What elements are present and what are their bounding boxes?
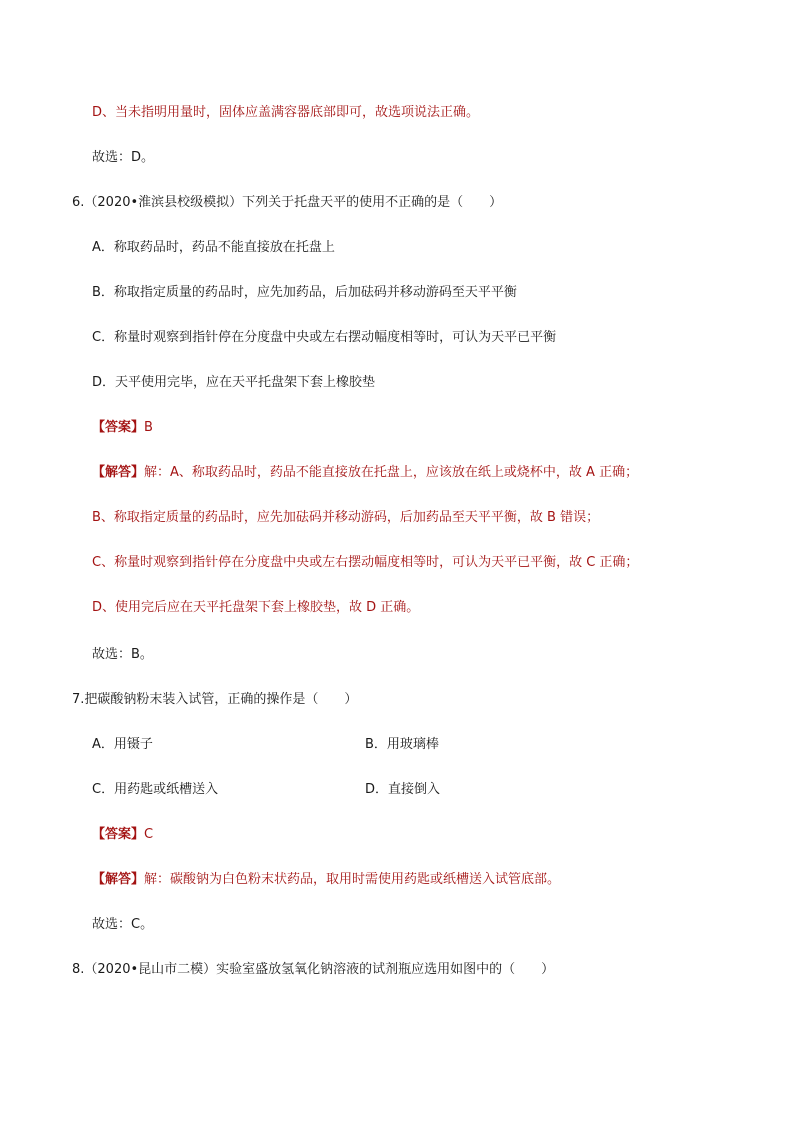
q6-answer [92,419,153,437]
q6-analysis-line-3: C、称量时观察到指针停在分度盘中央或左右摆动幅度相等时，可认为天平已平衡，故 C 正确； [92,555,639,570]
q7-option-b: B．用玻璃棒 [365,737,439,752]
q7-option-d: D．直接倒入 [365,782,441,797]
q6-analysis-line-1 [92,464,638,482]
q6-analysis-line-4: D、使用完后应在天平托盘架下套上橡胶垫，故 D 正确。 [92,600,420,615]
q6-option-b: B．称取指定质量的药品时，应先加药品，后加砝码并移动游码至天平平衡 [92,285,517,300]
answer-value: C [144,827,154,842]
q7-select: 故选：C。 [92,917,154,932]
q7-analysis [92,871,560,889]
q7-answer [92,826,153,844]
q7-option-a: A．用镊子 [92,737,153,752]
question-7-stem: 7.把碳酸钠粉末装入试管，正确的操作是（ ） [72,692,358,707]
q6-analysis-line-2: B、称取指定质量的药品时，应先加砝码并移动游码，后加药品至天平平衡，故 B 错误； [92,510,600,525]
analysis-label: 【解答】 [92,465,145,480]
q6-option-a: A．称取药品时，药品不能直接放在托盘上 [92,240,335,255]
answer-label: 【答案】 [92,420,145,435]
question-8-stem: 8.（2020•昆山市二模）实验室盛放氢氧化钠溶液的试剂瓶应选用如图中的（ ） [72,962,555,977]
q6-option-d: D．天平使用完毕，应在天平托盘架下套上橡胶垫 [92,375,376,390]
q6-select: 故选：B。 [92,647,153,662]
prev-option-d-explanation: D、当未指明用量时，固体应盖满容器底部即可，故选项说法正确。 [92,105,480,120]
prev-answer-select: 故选：D。 [92,150,155,165]
analysis-text: 解：碳酸钠为白色粉末状药品，取用时需使用药匙或纸槽送入试管底部。 [144,872,561,887]
analysis-label: 【解答】 [92,872,145,887]
question-6-stem: 6.（2020•淮滨县校级模拟）下列关于托盘天平的使用不正确的是（ ） [72,195,503,210]
answer-label: 【答案】 [92,827,145,842]
answer-value: B [144,420,153,435]
q7-option-c: C．用药匙或纸槽送入 [92,782,219,797]
analysis-text: 解：A、称取药品时，药品不能直接放在托盘上，应该放在纸上或烧杯中，故 A 正确； [144,465,639,480]
q6-option-c: C．称量时观察到指针停在分度盘中央或左右摆动幅度相等时，可认为天平已平衡 [92,330,557,345]
